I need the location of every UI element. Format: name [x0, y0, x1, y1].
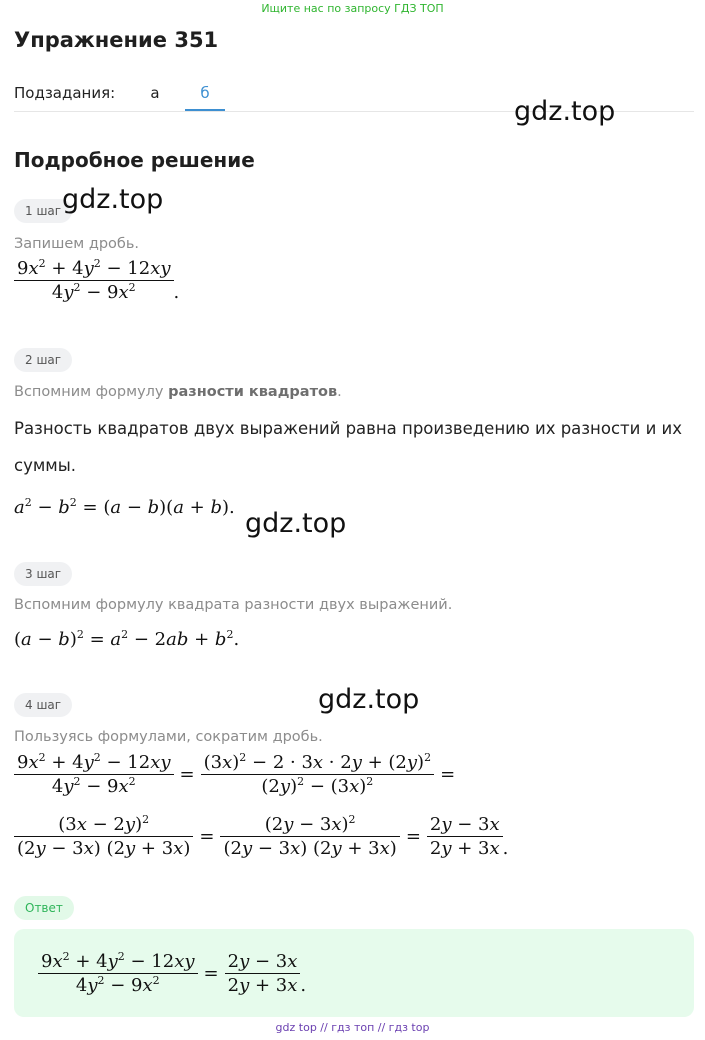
- step-4-formula-line-2: $\frac{(3x - 2y)^2}{(2y - 3x) (2y + 3x)}$ = $\frac{(2y - 3x)^2}{(2y - 3x) (2y + 3x)}$ = $\frac{2y - 3x}{2y + 3x}$ .: [14, 814, 508, 859]
- step-4-formula-line-1: $\frac{9x^2 + 4y^2 - 12xy}{4y^2 - 9x^2}$ = $\frac{(3x)^2 - 2 \cdot 3x \cdot 2y + (2y)^2}{(2y)^2 - (3x)^2}$ =: [14, 752, 461, 797]
- answer-formula: $\frac{9x^2 + 4y^2 - 12xy}{4y^2 - 9x^2}$ = $\frac{2y - 3x}{2y + 3x}$ .: [38, 951, 306, 996]
- section-title: Подробное решение: [14, 148, 255, 172]
- step-1-hint: Запишем дробь.: [14, 236, 140, 252]
- step-badge-2: 2 шаг: [14, 348, 72, 372]
- step-2-text-line-1: Разность квадратов двух выражений равна произведению их разности и их: [14, 419, 683, 438]
- watermark: gdz.top: [62, 184, 164, 215]
- difference-of-squares-formula: $a^2 - b^2 = (a - b)(a + b)$.: [14, 496, 235, 518]
- step-1-formula: $\frac{9x^2 + 4y^2 - 12xy}{4y^2 - 9x^2}$ .: [14, 258, 179, 303]
- promo-banner: Ищите нас по запросу ГДЗ ТОП: [261, 2, 444, 15]
- step-badge-1: 1 шаг: [14, 199, 72, 223]
- square-of-difference-formula: $(a - b)^2 = a^2 - 2ab + b^2$.: [14, 628, 240, 650]
- step-3-hint: Вспомним формулу квадрата разности двух выражений.: [14, 597, 453, 613]
- tab-subtask-b[interactable]: б: [185, 82, 225, 111]
- footer-links: gdz top // гдз топ // гдз top: [275, 1021, 430, 1034]
- watermark: gdz.top: [514, 96, 616, 127]
- step-2-hint: Вспомним формулу разности квадратов.: [14, 384, 342, 400]
- subtasks-label: Подзадания:: [14, 84, 116, 102]
- page-title: Упражнение 351: [14, 28, 219, 52]
- step-badge-4: 4 шаг: [14, 693, 72, 717]
- watermark: gdz.top: [318, 684, 420, 715]
- step-badge-3: 3 шаг: [14, 562, 72, 586]
- tab-subtask-a[interactable]: а: [150, 84, 160, 102]
- answer-badge: Ответ: [14, 896, 74, 920]
- step-2-text-line-2: суммы.: [14, 456, 77, 475]
- watermark: gdz.top: [245, 508, 347, 539]
- hint-bold-term: разности квадратов: [168, 384, 338, 400]
- answer-box: [14, 929, 694, 1017]
- fraction: $\frac{9x^2 + 4y^2 - 12xy}{4y^2 - 9x^2}$: [14, 258, 174, 303]
- step-4-hint: Пользуясь формулами, сократим дробь.: [14, 729, 323, 745]
